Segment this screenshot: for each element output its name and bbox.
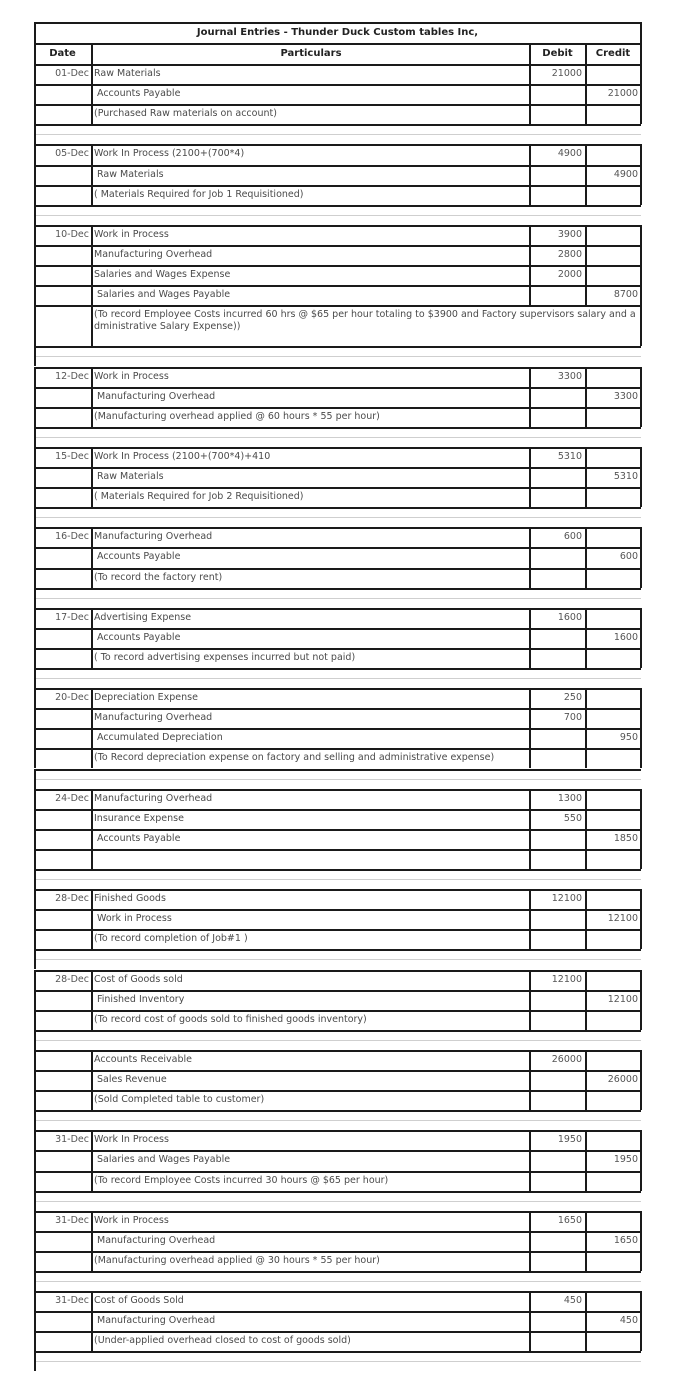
header-debit: Debit <box>542 48 573 59</box>
grid-rule <box>34 708 641 710</box>
grid-rule <box>529 64 531 124</box>
debit-amount: 2800 <box>557 248 582 260</box>
entry-narration: (To record cost of goods sold to finished goods inventory) <box>94 1013 367 1025</box>
grid-rule <box>34 144 641 146</box>
grid-rule <box>529 43 531 64</box>
account-name: Accounts Receivable <box>94 1053 193 1065</box>
grid-rule <box>91 225 93 347</box>
grid-rule <box>34 809 641 811</box>
account-name: Work in Process <box>94 228 169 240</box>
grid-rule <box>34 1351 641 1353</box>
account-name: Cost of Goods Sold <box>94 1295 184 1307</box>
grid-rule <box>34 225 641 227</box>
grid-rule <box>529 1130 531 1190</box>
grid-rule <box>640 367 642 427</box>
grid-rule <box>529 688 531 768</box>
entry-date: 28-Dec <box>55 973 89 985</box>
grid-rule <box>34 367 36 427</box>
grid-rule <box>585 225 587 305</box>
grid-rule <box>34 346 36 366</box>
grid-rule <box>34 668 36 688</box>
entry-date: 24-Dec <box>55 792 89 804</box>
grid-rule <box>34 144 36 204</box>
debit-amount: 2000 <box>557 269 582 280</box>
grid-rule <box>34 1130 641 1132</box>
grid-rule <box>529 225 531 305</box>
grid-rule <box>91 1050 93 1110</box>
grid-rule <box>34 205 641 207</box>
debit-amount: 1950 <box>557 1134 582 1146</box>
debit-amount: 3900 <box>557 228 582 240</box>
grid-rule <box>585 144 587 204</box>
entry-date: 16-Dec <box>55 531 89 543</box>
grid-rule <box>640 64 642 124</box>
grid-rule <box>91 608 93 668</box>
grid-rule <box>585 527 587 587</box>
grid-rule <box>34 748 641 750</box>
account-name: Salaries and Wages Payable <box>97 289 231 301</box>
grid-rule <box>91 1130 93 1190</box>
grid-rule <box>529 144 531 204</box>
grid-rule <box>34 728 641 730</box>
debit-amount: 1600 <box>557 611 582 623</box>
entry-narration: (To record Employee Costs incurred 60 hrs @ $65 per hour totaling to $3900 and Factory supervisors salary and a dministrative Salary Expense)) <box>94 309 636 333</box>
grid-rule <box>34 225 36 347</box>
grid-rule <box>640 1291 642 1351</box>
credit-amount: 3300 <box>613 390 638 402</box>
grid-line <box>34 1040 641 1041</box>
grid-rule <box>34 769 641 771</box>
grid-rule <box>34 1211 36 1271</box>
grid-rule <box>91 144 93 204</box>
grid-rule <box>34 507 641 509</box>
grid-rule <box>34 124 36 144</box>
account-name: Accounts Payable <box>97 832 181 844</box>
credit-amount: 12100 <box>607 913 638 925</box>
credit-amount: 8700 <box>613 289 638 301</box>
account-name: Manufacturing Overhead <box>94 712 213 724</box>
grid-rule <box>34 990 641 992</box>
grid-rule <box>640 889 642 949</box>
grid-rule <box>585 970 587 1030</box>
grid-rule <box>585 447 587 507</box>
account-name: Manufacturing Overhead <box>94 248 213 260</box>
grid-rule <box>34 527 641 529</box>
grid-line <box>34 678 641 679</box>
grid-rule <box>34 889 641 891</box>
credit-amount: 5310 <box>613 471 638 482</box>
grid-rule <box>34 1150 641 1152</box>
entry-narration: (To record the factory rent) <box>94 571 223 583</box>
account-name: Raw Materials <box>97 168 164 180</box>
account-name: Manufacturing Overhead <box>97 1234 216 1246</box>
grid-rule <box>34 970 641 972</box>
grid-rule <box>585 367 587 427</box>
grid-rule <box>34 1030 36 1050</box>
debit-amount: 700 <box>563 712 582 724</box>
account-name: Accumulated Depreciation <box>97 732 223 744</box>
credit-amount: 4900 <box>613 168 638 180</box>
grid-rule <box>91 889 93 949</box>
grid-rule <box>34 648 641 650</box>
credit-amount: 450 <box>619 1315 638 1327</box>
grid-rule <box>34 185 641 187</box>
grid-rule <box>34 668 641 670</box>
debit-amount: 600 <box>563 531 582 543</box>
grid-rule <box>585 1130 587 1190</box>
grid-rule <box>34 688 36 768</box>
grid-rule <box>34 869 36 889</box>
grid-rule <box>34 43 641 45</box>
grid-rule <box>91 64 93 124</box>
grid-rule <box>34 588 36 608</box>
header-credit: Credit <box>595 48 631 59</box>
debit-amount: 1300 <box>557 792 582 804</box>
credit-amount: 1650 <box>613 1234 638 1246</box>
grid-rule <box>585 688 587 768</box>
debit-amount: 450 <box>563 1295 582 1307</box>
grid-rule <box>34 769 36 789</box>
grid-rule <box>585 64 587 124</box>
entry-narration: (Sold Completed table to customer) <box>94 1094 265 1106</box>
grid-rule <box>34 970 36 1030</box>
grid-rule <box>585 889 587 949</box>
header-particulars: Particulars <box>280 48 342 59</box>
grid-rule <box>529 1211 531 1271</box>
entry-narration: (Purchased Raw materials on account) <box>94 108 277 120</box>
debit-amount: 26000 <box>551 1053 582 1065</box>
grid-rule <box>34 64 36 124</box>
grid-rule <box>34 949 641 951</box>
grid-rule <box>34 305 641 307</box>
grid-rule <box>34 1351 36 1371</box>
entry-date: 31-Dec <box>55 1134 89 1146</box>
grid-line <box>34 959 641 960</box>
account-name: Advertising Expense <box>94 611 192 623</box>
entry-date: 28-Dec <box>55 893 89 905</box>
grid-rule <box>34 285 641 287</box>
grid-rule <box>34 427 641 429</box>
grid-rule <box>34 829 641 831</box>
credit-amount: 12100 <box>607 993 638 1005</box>
grid-rule <box>34 487 641 489</box>
grid-rule <box>34 22 36 64</box>
grid-rule <box>34 1231 641 1233</box>
grid-rule <box>34 1291 36 1351</box>
grid-rule <box>529 367 531 427</box>
grid-rule <box>34 507 36 527</box>
account-name: Work in Process <box>97 913 172 925</box>
entry-narration: (Manufacturing overhead applied @ 60 hours * 55 per hour) <box>94 410 380 422</box>
grid-rule <box>34 245 641 247</box>
grid-rule <box>34 407 641 409</box>
grid-rule <box>34 1090 641 1092</box>
grid-rule <box>34 1331 641 1333</box>
account-name: Finished Goods <box>94 893 166 905</box>
entry-date: 15-Dec <box>55 450 89 462</box>
grid-line <box>34 879 641 880</box>
grid-rule <box>529 447 531 507</box>
entry-date: 01-Dec <box>55 68 89 79</box>
grid-rule <box>34 628 641 630</box>
grid-line <box>34 1120 641 1121</box>
grid-rule <box>34 1130 36 1190</box>
grid-rule <box>529 1050 531 1110</box>
grid-rule <box>91 970 93 1030</box>
grid-rule <box>34 688 641 690</box>
credit-amount: 26000 <box>607 1074 638 1085</box>
grid-rule <box>640 608 642 668</box>
account-name: Accounts Payable <box>97 551 181 563</box>
grid-rule <box>34 346 641 348</box>
grid-rule <box>640 22 642 64</box>
grid-rule <box>34 1251 641 1253</box>
account-name: Manufacturing Overhead <box>94 531 213 543</box>
grid-rule <box>585 789 587 869</box>
entry-narration: (To record Employee Costs incurred 30 hours @ $65 per hour) <box>94 1174 389 1186</box>
entry-date: 31-Dec <box>55 1295 89 1307</box>
grid-rule <box>34 849 641 851</box>
grid-rule <box>34 64 641 66</box>
grid-rule <box>34 1211 641 1213</box>
grid-rule <box>34 889 36 949</box>
grid-rule <box>34 929 641 931</box>
grid-rule <box>34 265 641 267</box>
account-name: Sales Revenue <box>97 1074 167 1085</box>
grid-line <box>34 779 641 780</box>
grid-rule <box>91 527 93 587</box>
grid-rule <box>585 1291 587 1351</box>
grid-line <box>34 215 641 216</box>
grid-rule <box>585 1050 587 1110</box>
entry-narration: (Manufacturing overhead applied @ 30 hours * 55 per hour) <box>94 1254 380 1266</box>
grid-rule <box>585 43 587 64</box>
account-name: Insurance Expense <box>94 812 184 824</box>
account-name: Work In Process <box>94 1134 169 1146</box>
grid-line <box>34 1361 641 1362</box>
credit-amount: 1850 <box>613 832 638 844</box>
grid-rule <box>585 1211 587 1271</box>
debit-amount: 1650 <box>557 1214 582 1226</box>
account-name: Raw Materials <box>97 471 164 482</box>
grid-line <box>34 134 641 135</box>
account-name: Salaries and Wages Payable <box>97 1154 231 1166</box>
grid-rule <box>91 1211 93 1271</box>
journal-title: Journal Entries - Thunder Duck Custom tables Inc, <box>196 27 479 38</box>
grid-rule <box>640 688 642 768</box>
grid-rule <box>34 447 36 507</box>
entry-date: 12-Dec <box>55 370 89 382</box>
grid-rule <box>34 1050 641 1052</box>
entry-narration: (To Record depreciation expense on factory and selling and administrative expense) <box>94 752 495 764</box>
debit-amount: 12100 <box>551 973 582 985</box>
grid-rule <box>585 608 587 668</box>
grid-rule <box>34 1291 641 1293</box>
account-name: Raw Materials <box>94 68 161 79</box>
grid-rule <box>34 1010 641 1012</box>
grid-rule <box>34 387 641 389</box>
grid-rule <box>529 889 531 949</box>
grid-line <box>34 598 641 599</box>
grid-rule <box>34 367 641 369</box>
debit-amount: 21000 <box>551 68 582 79</box>
grid-rule <box>34 1191 36 1211</box>
grid-rule <box>91 1291 93 1351</box>
grid-rule <box>34 1030 641 1032</box>
grid-line <box>34 356 641 357</box>
grid-line <box>34 437 641 438</box>
grid-rule <box>34 869 641 871</box>
grid-rule <box>34 527 36 587</box>
grid-rule <box>91 367 93 427</box>
grid-rule <box>34 1311 641 1313</box>
debit-amount: 4900 <box>557 148 582 160</box>
grid-rule <box>34 205 36 225</box>
entry-date: 20-Dec <box>55 692 89 704</box>
grid-rule <box>34 568 641 570</box>
grid-rule <box>34 84 641 86</box>
grid-rule <box>34 909 641 911</box>
grid-rule <box>34 547 641 549</box>
entry-date: 17-Dec <box>55 611 89 623</box>
grid-rule <box>529 527 531 587</box>
grid-line <box>34 1281 641 1282</box>
grid-rule <box>34 1070 641 1072</box>
grid-line <box>34 517 641 518</box>
account-name: Accounts Payable <box>97 88 181 100</box>
grid-rule <box>640 447 642 507</box>
grid-rule <box>34 1271 36 1291</box>
grid-rule <box>34 608 641 610</box>
grid-rule <box>34 1110 36 1130</box>
account-name: Salaries and Wages Expense <box>94 269 231 280</box>
entry-narration: (To record completion of Job#1 ) <box>94 933 248 945</box>
grid-rule <box>640 789 642 869</box>
debit-amount: 5310 <box>557 450 582 462</box>
grid-rule <box>34 949 36 969</box>
debit-amount: 12100 <box>551 893 582 905</box>
grid-rule <box>640 144 642 204</box>
grid-rule <box>34 1271 641 1273</box>
grid-line <box>34 1201 641 1202</box>
account-name: Work In Process (2100+(700*4) <box>94 148 245 160</box>
header-date: Date <box>49 48 76 59</box>
grid-rule <box>529 789 531 869</box>
debit-amount: 250 <box>563 692 582 704</box>
grid-rule <box>91 43 93 64</box>
account-name: Work In Process (2100+(700*4)+410 <box>94 450 271 462</box>
account-name: Manufacturing Overhead <box>97 1315 216 1327</box>
account-name: Finished Inventory <box>97 993 185 1005</box>
credit-amount: 950 <box>619 732 638 744</box>
account-name: Manufacturing Overhead <box>94 792 213 804</box>
entry-date: 05-Dec <box>55 148 89 160</box>
credit-amount: 600 <box>619 551 638 563</box>
grid-rule <box>91 789 93 869</box>
grid-rule <box>34 1171 641 1173</box>
entry-narration: (Under-applied overhead closed to cost of goods sold) <box>94 1335 351 1347</box>
entry-date: 31-Dec <box>55 1214 89 1226</box>
grid-rule <box>34 124 641 126</box>
grid-rule <box>34 1191 641 1193</box>
entry-narration: ( Materials Required for Job 2 Requisitioned) <box>94 491 304 503</box>
grid-rule <box>640 527 642 587</box>
grid-rule <box>34 1050 36 1110</box>
grid-rule <box>34 789 36 869</box>
grid-rule <box>640 970 642 1030</box>
grid-rule <box>34 104 641 106</box>
entry-narration: ( To record advertising expenses incurred but not paid) <box>94 651 356 663</box>
credit-amount: 21000 <box>607 88 638 100</box>
account-name: Work in Process <box>94 1214 169 1226</box>
grid-rule <box>640 1211 642 1271</box>
grid-rule <box>91 688 93 768</box>
credit-amount: 1950 <box>613 1154 638 1166</box>
grid-rule <box>34 427 36 447</box>
grid-rule <box>34 467 641 469</box>
account-name: Work in Process <box>94 370 169 382</box>
entry-date: 10-Dec <box>55 228 89 240</box>
grid-rule <box>34 1110 641 1112</box>
entry-narration: ( Materials Required for Job 1 Requisitioned) <box>94 188 304 200</box>
grid-rule <box>34 22 641 24</box>
grid-rule <box>34 789 641 791</box>
grid-rule <box>34 608 36 668</box>
grid-rule <box>640 1050 642 1110</box>
grid-rule <box>34 588 641 590</box>
grid-rule <box>529 1291 531 1351</box>
grid-rule <box>640 225 642 347</box>
account-name: Cost of Goods sold <box>94 973 183 985</box>
account-name: Manufacturing Overhead <box>97 390 216 402</box>
grid-rule <box>34 447 641 449</box>
grid-rule <box>91 447 93 507</box>
debit-amount: 550 <box>563 812 582 824</box>
grid-rule <box>529 970 531 1030</box>
debit-amount: 3300 <box>557 370 582 382</box>
credit-amount: 1600 <box>613 631 638 643</box>
grid-rule <box>640 1130 642 1190</box>
grid-rule <box>529 608 531 668</box>
account-name: Depreciation Expense <box>94 692 198 704</box>
account-name: Accounts Payable <box>97 631 181 643</box>
grid-rule <box>34 165 641 167</box>
